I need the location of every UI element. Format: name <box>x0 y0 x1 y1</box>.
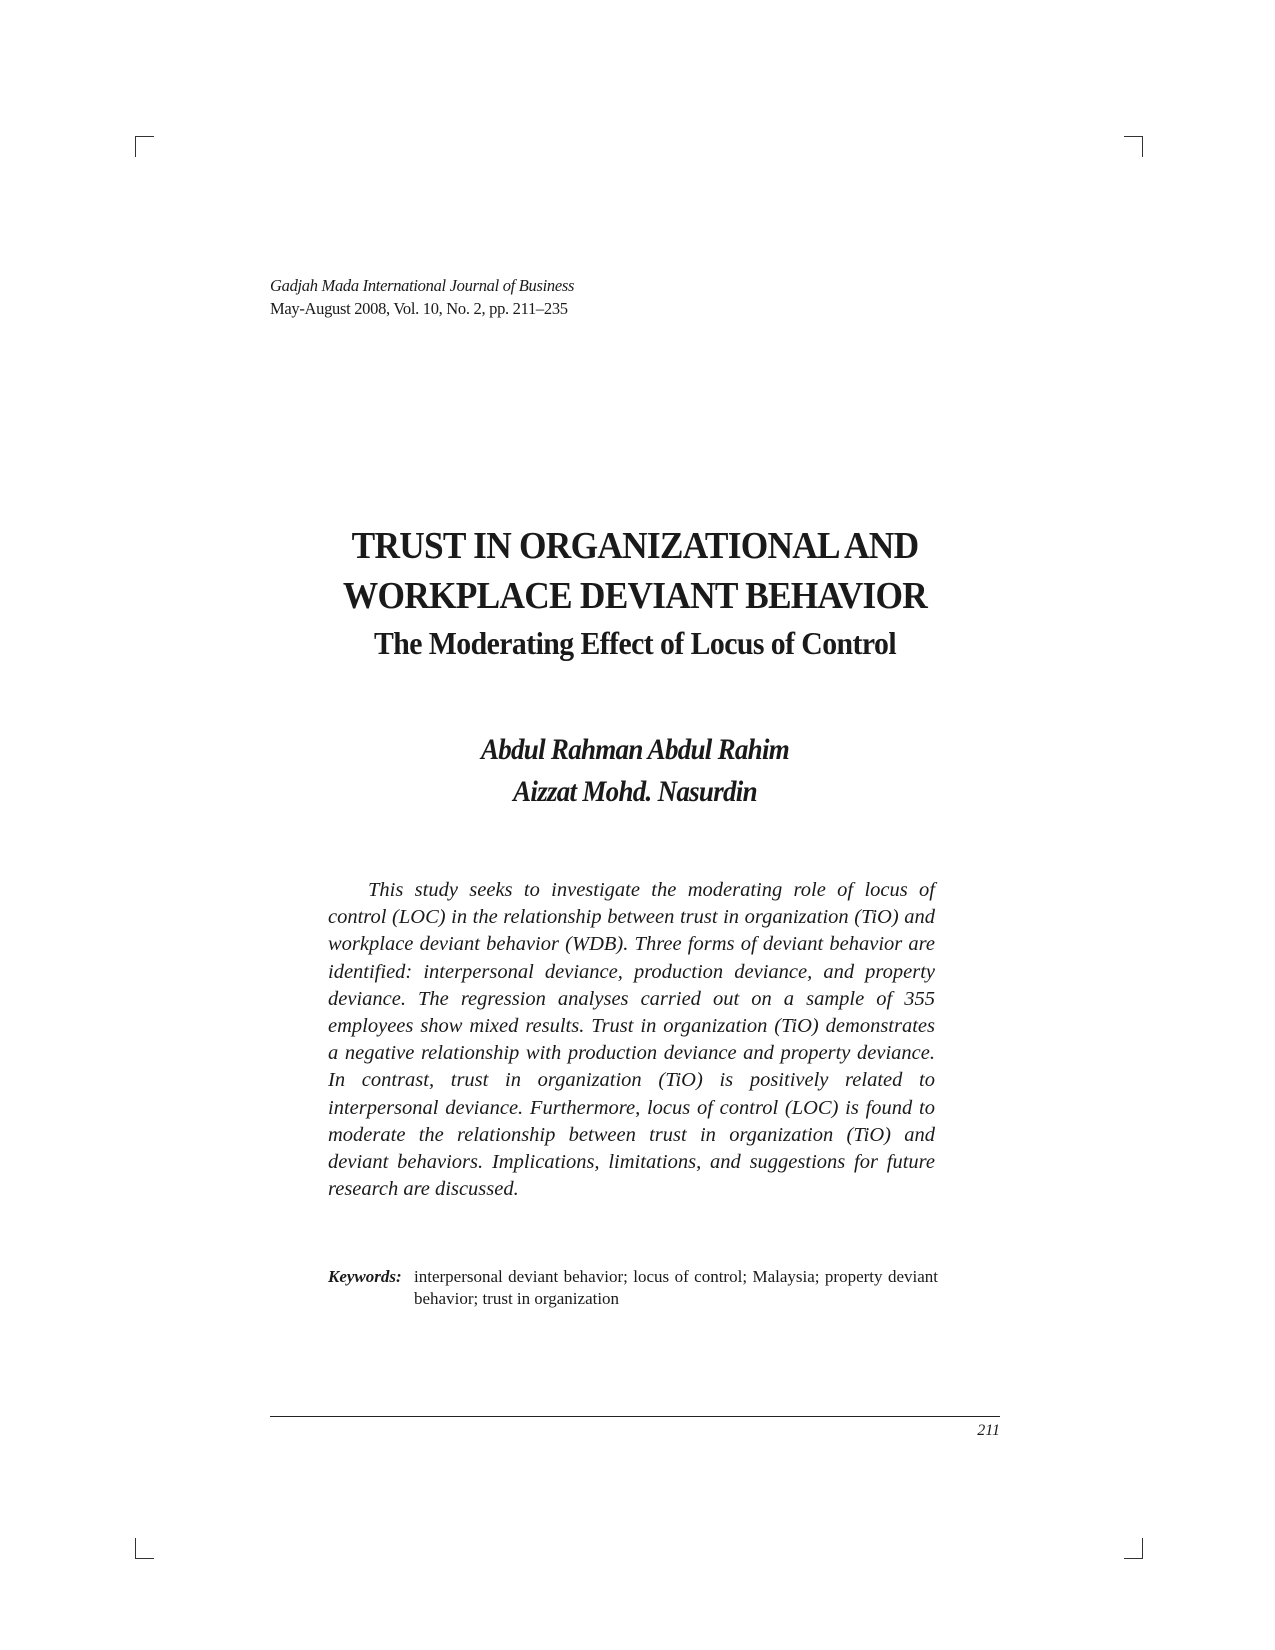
journal-issue: May-August 2008, Vol. 10, No. 2, pp. 211–235 <box>270 299 568 318</box>
keywords-text: interpersonal deviant behavior; locus of control; Malaysia; property deviant behavior; trust in organization <box>414 1267 938 1308</box>
article-title-line-2: WORKPLACE DEVIANT BEHAVIOR <box>342 575 928 617</box>
author-1: Abdul Rahman Abdul Rahim <box>480 733 790 766</box>
journal-header <box>270 274 574 320</box>
journal-name: Gadjah Mada International Journal of Business <box>270 276 575 295</box>
crop-mark-bottom-right <box>1124 1538 1143 1559</box>
crop-mark-top-right <box>1124 136 1143 157</box>
author-2: Aizzat Mohd. Nasurdin <box>513 775 757 808</box>
abstract: This study seeks to investigate the moderating role of locus of control (LOC) in the relationship between trust in organization (TiO) and workplace deviant behavior (WDB). Three forms of deviant behavior are identified: interpersonal deviance, production deviance, and property deviance. The regression analyses carried out on a sample of 355 employees show mixed results. Trust in organization (TiO) demonstrates a negative relationship with production deviance and property deviance. In contrast, trust in organization (TiO) is positively related to interpersonal deviance. Furthermore, locus of control (LOC) is found to moderate the relationship between trust in organization (TiO) and deviant behaviors. Implications, limitations, and suggestions for future research are discussed. <box>328 879 935 1201</box>
article-title-block <box>260 521 1010 665</box>
keywords-label: Keywords: <box>328 1267 402 1286</box>
keywords <box>328 1266 938 1310</box>
crop-mark-top-left <box>135 136 154 157</box>
crop-mark-bottom-left <box>135 1538 154 1559</box>
page-number: 211 <box>977 1422 1000 1439</box>
article-subtitle: The Moderating Effect of Locus of Control <box>373 625 897 661</box>
footer-rule <box>270 1416 1000 1417</box>
article-title-line-1: TRUST IN ORGANIZATIONAL AND <box>351 525 919 567</box>
author-list <box>260 729 1010 813</box>
